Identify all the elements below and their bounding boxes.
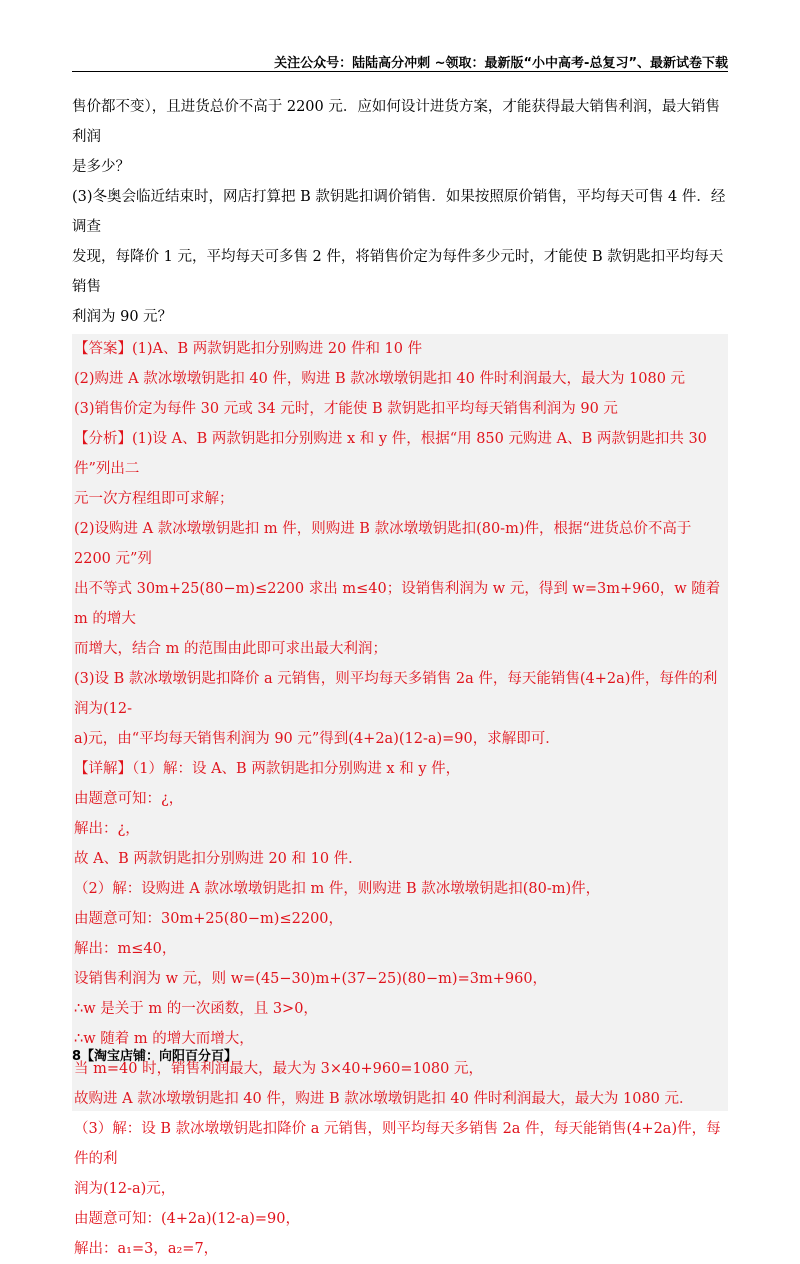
solution-block xyxy=(72,334,728,1257)
answer-line: (2)购进 A 款冰墩墩钥匙扣 40 件，购进 B 款冰墩墩钥匙扣 40 件时利润最大，最大为 1080 元 xyxy=(74,371,686,387)
answer-line: (3)销售价定为每件 30 元或 34 元时，才能使 B 款钥匙扣平均每天销售利润为 90 元 xyxy=(74,401,618,417)
detail-line: 当 m=40 时，销售利润最大，最大为 3×40+960=1080 元， xyxy=(74,1061,483,1077)
detail-line: 解出：a₁=3，a₂=7， xyxy=(74,1241,219,1257)
page-content xyxy=(72,92,728,1257)
detail-line: 解出：m≤40， xyxy=(74,941,177,957)
detail-line: （2）解：设购进 A 款冰墩墩钥匙扣 m 件，则购进 B 款冰墩墩钥匙扣(80-m)件， xyxy=(74,881,601,897)
question-line: 利润为 90 元？ xyxy=(72,309,173,325)
analysis-line: (3)设 B 款冰墩墩钥匙扣降价 a 元销售，则平均每天多销售 2a 件，每天能销售(4+2a)件，每件的利润为(12- xyxy=(74,671,718,717)
detail-line: 故购进 A 款冰墩墩钥匙扣 40 件，购进 B 款冰墩墩钥匙扣 40 件时利润最大，最大为 1080 元． xyxy=(74,1091,694,1107)
analysis-line: 出不等式 30m+25(80−m)≤2200 求出 m≤40；设销售利润为 w 元，得到 w=3m+960，w 随着 m 的增大 xyxy=(74,581,721,627)
detail-line: 由题意可知：¿， xyxy=(74,791,184,807)
analysis-line: 【分析】(1)设 A、B 两款钥匙扣分别购进 x 和 y 件，根据“用 850 元购进 A、B 两款钥匙扣共 30 件”列出二 xyxy=(74,431,707,477)
analysis-line: a)元，由“平均每天销售利润为 90 元”得到(4+2a)(12-a)=90，求解即可． xyxy=(74,731,560,747)
answer-line: 【答案】(1)A、B 两款钥匙扣分别购进 20 件和 10 件 xyxy=(74,341,423,357)
question-line: (3)冬奥会临近结束时，网店打算把 B 款钥匙扣调价销售．如果按照原价销售，平均每天可售 4 件．经调查 xyxy=(72,189,726,235)
question-line: 是多少？ xyxy=(72,159,130,175)
detail-line: 解出：¿， xyxy=(74,821,140,837)
analysis-line: (2)设购进 A 款冰墩墩钥匙扣 m 件，则购进 B 款冰墩墩钥匙扣(80-m)件，根据“进货总价不高于 2200 元”列 xyxy=(74,521,692,567)
detail-line: 设销售利润为 w 元，则 w=(45−30)m+(37−25)(80−m)=3m+960， xyxy=(74,971,548,987)
analysis-line: 元一次方程组即可求解； xyxy=(74,491,234,507)
detail-line: ∴w 是关于 m 的一次函数，且 3>0， xyxy=(74,1001,318,1017)
detail-line: 由题意可知：30m+25(80−m)≤2200， xyxy=(74,911,344,927)
detail-line: 由题意可知：(4+2a)(12-a)=90， xyxy=(74,1211,300,1227)
detail-line: 润为(12-a)元， xyxy=(74,1181,176,1197)
page-header: 关注公众号：陆陆高分冲刺 ~领取：最新版“小中高考-总复习”、最新试卷下载 xyxy=(274,56,728,71)
analysis-line: 而增大，结合 m 的范围由此即可求出最大利润； xyxy=(74,641,387,657)
detail-line: 【详解】（1）解：设 A、B 两款钥匙扣分别购进 x 和 y 件， xyxy=(74,761,461,777)
detail-line: 故 A、B 两款钥匙扣分别购进 20 和 10 件． xyxy=(74,851,363,867)
question-text xyxy=(72,92,728,332)
detail-line: （3）解：设 B 款冰墩墩钥匙扣降价 a 元销售，则平均每天多销售 2a 件，每天能销售(4+2a)件，每件的利 xyxy=(74,1121,721,1167)
page-footer: 8【淘宝店铺：向阳百分百】 xyxy=(72,1049,238,1064)
question-line: 售价都不变），且进货总价不高于 2200 元．应如何设计进货方案，才能获得最大销售利润，最大销售利润 xyxy=(72,99,720,145)
header-divider xyxy=(72,71,728,72)
detail-line: ∴w 随着 m 的增大而增大， xyxy=(74,1031,254,1047)
question-line: 发现，每降价 1 元，平均每天可多售 2 件，将销售价定为每件多少元时，才能使 B 款钥匙扣平均每天销售 xyxy=(72,249,724,295)
